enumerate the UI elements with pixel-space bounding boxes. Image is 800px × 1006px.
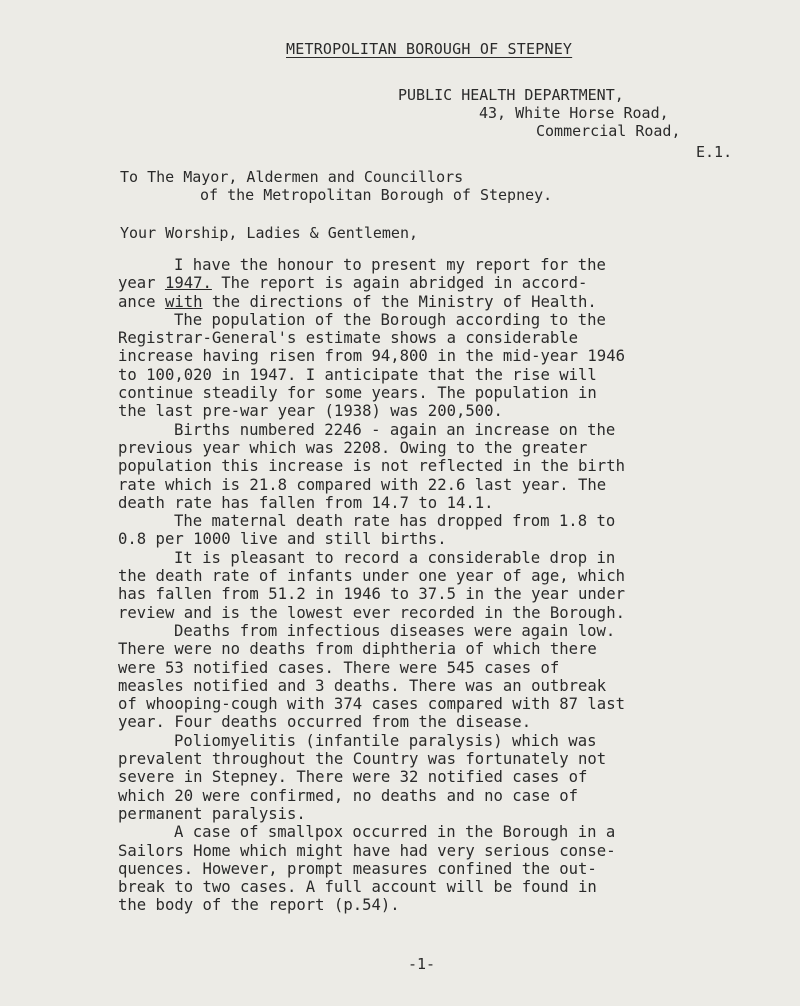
body-line: has fallen from 51.2 in 1946 to 37.5 in the year under xyxy=(118,585,625,604)
document-title: METROPOLITAN BOROUGH OF STEPNEY xyxy=(286,40,573,58)
body-line: It is pleasant to record a considerable drop in xyxy=(174,548,616,567)
body-line: The maternal death rate has dropped from 1.8 to xyxy=(174,512,616,531)
body-line: to 100,020 in 1947. I anticipate that the rise will xyxy=(118,365,597,384)
body-line: rate which is 21.8 compared with 22.6 last year. The xyxy=(118,475,607,494)
salutation: Your Worship, Ladies & Gentlemen, xyxy=(120,224,419,242)
underlined-word: with xyxy=(164,292,203,311)
body-line: ance with the directions of the Ministry of Health. xyxy=(118,292,597,311)
body-line: review and is the lowest ever recorded in the Borough. xyxy=(118,603,625,622)
address-department: PUBLIC HEALTH DEPARTMENT, xyxy=(398,86,624,104)
body-line: Sailors Home which might have had very serious conse- xyxy=(118,841,616,860)
address-postcode: E.1. xyxy=(696,143,733,161)
body-line: the body of the report (p.54). xyxy=(118,896,400,915)
body-line: Deaths from infectious diseases were again low. xyxy=(174,621,616,640)
address-street: 43, White Horse Road, xyxy=(479,104,669,122)
body-line: continue steadily for some years. The population in xyxy=(118,384,597,403)
body-line: I have the honour to present my report for the xyxy=(174,256,606,274)
body-line: There were no deaths from diphtheria of which there xyxy=(118,640,597,659)
body-line: of whooping-cough with 374 cases compared with 87 last xyxy=(118,695,625,714)
body-line: prevalent throughout the Country was fortunately not xyxy=(118,750,607,769)
body-line: measles notified and 3 deaths. There was an outbreak xyxy=(118,676,607,695)
report-body xyxy=(118,256,748,915)
page-number: -1- xyxy=(408,955,436,973)
recipient-line-2: of the Metropolitan Borough of Stepney. xyxy=(200,186,553,204)
body-line: year. Four deaths occurred from the disease. xyxy=(118,713,532,732)
body-line: which 20 were confirmed, no deaths and no case of xyxy=(118,786,579,805)
address-road: Commercial Road, xyxy=(536,122,681,140)
body-line: break to two cases. A full account will be found in xyxy=(118,878,597,897)
underlined-year: 1947. xyxy=(164,274,212,293)
body-line: Registrar-General's estimate shows a considerable xyxy=(118,329,579,348)
body-line: population this increase is not reflected in the birth xyxy=(118,457,625,476)
body-line: severe in Stepney. There were 32 notified cases of xyxy=(118,768,588,787)
body-line: the death rate of infants under one year of age, which xyxy=(118,567,625,586)
body-line: The population of the Borough according to the xyxy=(174,310,606,329)
body-line: were 53 notified cases. There were 545 cases of xyxy=(118,658,560,677)
body-line: increase having risen from 94,800 in the mid-year 1946 xyxy=(118,347,625,366)
body-line: the last pre-war year (1938) was 200,500. xyxy=(118,402,503,421)
body-line: Poliomyelitis (infantile paralysis) which was xyxy=(174,731,597,750)
body-line: quences. However, prompt measures confined the out- xyxy=(118,859,597,878)
body-line: A case of smallpox occurred in the Borough in a xyxy=(174,823,616,842)
body-line: previous year which was 2208. Owing to the greater xyxy=(118,438,588,457)
recipient-line-1: To The Mayor, Aldermen and Councillors xyxy=(120,168,464,186)
body-line: death rate has fallen from 14.7 to 14.1. xyxy=(118,493,494,512)
body-line: 0.8 per 1000 live and still births. xyxy=(118,530,447,549)
body-line: Births numbered 2246 - again an increase on the xyxy=(174,420,616,439)
body-line: year 1947. The report is again abridged in accord- xyxy=(118,274,588,293)
body-line: permanent paralysis. xyxy=(118,804,306,823)
